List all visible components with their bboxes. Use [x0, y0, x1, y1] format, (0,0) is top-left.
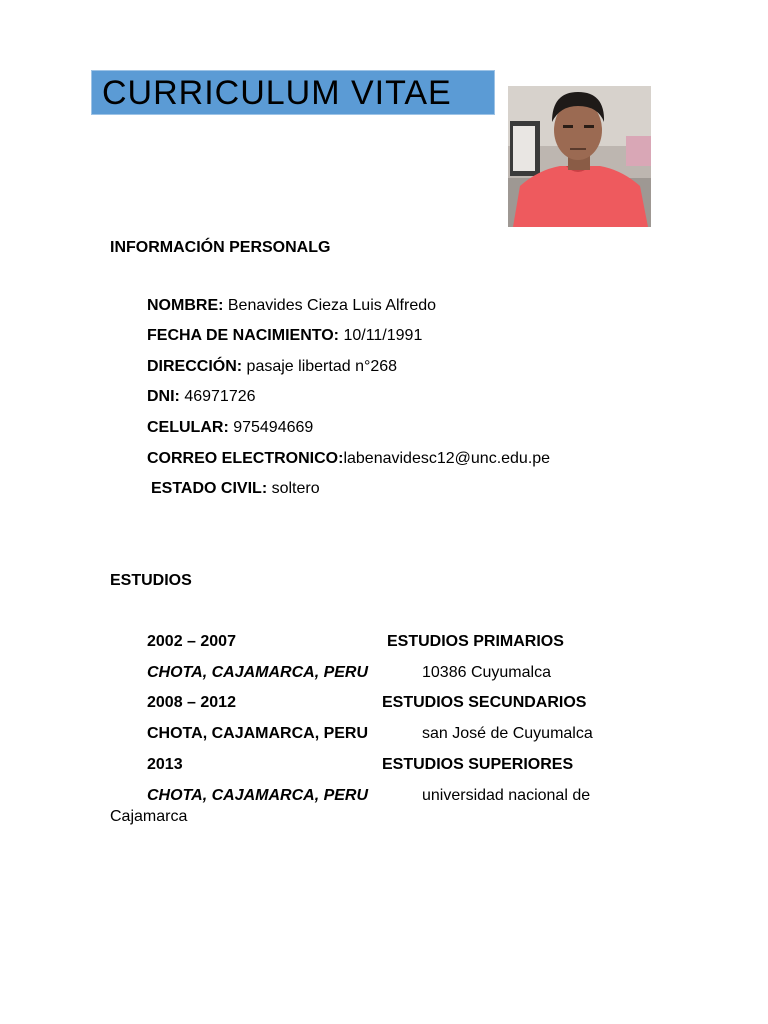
field-label: DIRECCIÓN:	[147, 358, 243, 375]
field-dni	[147, 387, 256, 407]
field-value: Benavides Cieza Luis Alfredo	[223, 297, 437, 314]
study-school: san José de Cuyumalca	[422, 725, 593, 742]
field-label: CORREO ELECTRONICO:	[147, 450, 344, 467]
field-value: 46971726	[179, 388, 256, 405]
document-title: CURRICULUM VITAE	[102, 74, 452, 112]
section-heading-studies: ESTUDIOS	[110, 572, 192, 589]
field-label: FECHA DE NACIMIENTO:	[147, 327, 339, 344]
field-label: DNI:	[147, 388, 180, 405]
field-estado-civil	[151, 479, 320, 499]
title-box	[91, 70, 495, 115]
study-years: 2013	[147, 756, 183, 773]
field-value: labenavidesc12@unc.edu.pe	[343, 450, 551, 467]
study-level: ESTUDIOS SUPERIORES	[382, 756, 574, 773]
person-photo-icon	[508, 86, 651, 227]
field-fecha-nacimiento	[147, 326, 422, 346]
field-value: 975494669	[228, 419, 314, 436]
study-years: 2008 – 2012	[147, 694, 236, 711]
study-level: ESTUDIOS SECUNDARIOS	[382, 694, 587, 711]
study-school-continued: Cajamarca	[110, 808, 188, 825]
field-label: NOMBRE:	[147, 297, 224, 314]
field-value: 10/11/1991	[339, 327, 423, 344]
field-direccion	[147, 357, 397, 377]
profile-photo	[508, 86, 651, 227]
field-value: soltero	[267, 480, 320, 497]
study-place: CHOTA, CAJAMARCA, PERU	[147, 725, 369, 742]
field-label: CELULAR:	[147, 419, 229, 436]
field-correo	[147, 449, 550, 469]
field-celular	[147, 418, 313, 438]
study-school: universidad nacional de	[422, 787, 591, 804]
section-heading-personal: INFORMACIÓN PERSONALG	[110, 239, 331, 256]
study-school: 10386 Cuyumalca	[422, 664, 551, 681]
study-place: CHOTA, CAJAMARCA, PERU	[147, 664, 369, 681]
study-place: CHOTA, CAJAMARCA, PERU	[147, 787, 369, 804]
field-value: pasaje libertad n°268	[242, 358, 398, 375]
field-label: ESTADO CIVIL:	[151, 480, 268, 497]
field-nombre	[147, 296, 436, 316]
study-level: ESTUDIOS PRIMARIOS	[387, 633, 564, 650]
study-years: 2002 – 2007	[147, 633, 236, 650]
